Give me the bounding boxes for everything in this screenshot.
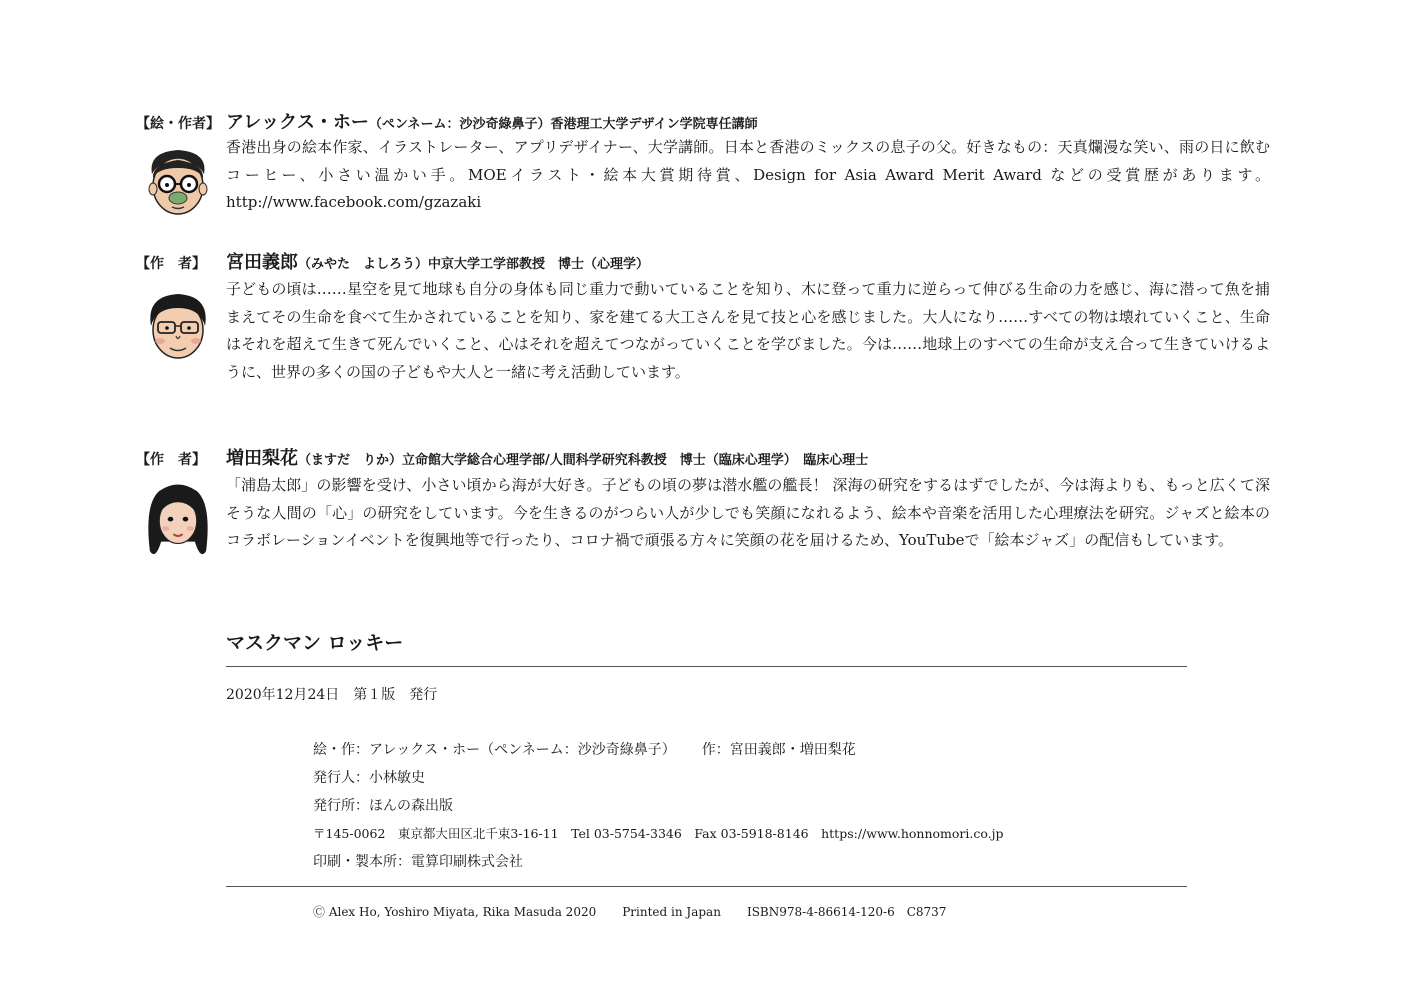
- book-title: マスクマン ロッキー: [226, 632, 404, 654]
- author-portrait-icon: [138, 476, 218, 566]
- author-name: 宮田義郎: [226, 252, 298, 273]
- publication-date: 2020年12月24日 第１版 発行: [226, 687, 438, 703]
- author-name: 増田梨花: [226, 448, 298, 469]
- credits-authors-line: [313, 736, 1004, 764]
- author-role: 【作 者】: [136, 452, 206, 468]
- copyright-text: Ⓒ Alex Ho, Yoshiro Miyata, Rika Masuda 2020: [313, 905, 597, 919]
- credits-block: [313, 736, 1004, 876]
- isbn-text: ISBN978-4-86614-120-6 C8737: [746, 905, 947, 919]
- author-bio-1: [136, 108, 1276, 218]
- author-affiliation: （ますだ りか）立命館大学総合心理学部/人間科学研究科教授 博士（臨床心理学） 臨床心理士: [298, 453, 869, 468]
- printer-credit: 印刷・製本所：電算印刷株式会社: [313, 854, 523, 870]
- divider-bottom: [226, 886, 1187, 887]
- author-bio-text: 香港出身の絵本作家、イラストレーター、アプリデザイナー、大学講師。日本と香港のミックスの息子の父。好きなもの：天真爛漫な笑い、雨の日に飲むコーヒー、小さい温かい手。MOEイラスト・絵本大賞期待賞、Design for Asia Award Merit Award などの受賞歴があります。http://www.facebook.com/gzazaki: [226, 138, 1270, 211]
- author-portrait-icon: [138, 144, 218, 224]
- publisher-address: 〒145-0062 東京都大田区北千束3-16-11 Tel 03-5754-3346 Fax 03-5918-8146 https://www.honnomori.co.jp: [313, 826, 1004, 841]
- author-heading: [136, 248, 649, 274]
- illustrator-credit: 絵・作：アレックス・ホー（ペンネーム：沙沙奇綠鼻子）: [313, 742, 676, 758]
- publisher-name: 発行所：ほんの森出版: [313, 798, 453, 814]
- author-affiliation: （みやた よしろう）中京大学工学部教授 博士（心理学）: [298, 257, 650, 272]
- author-name: アレックス・ホー: [226, 112, 369, 133]
- author-credit: 作：宮田義郎・増田梨花: [701, 742, 856, 758]
- publisher-person: 発行人：小林敏史: [313, 770, 425, 786]
- author-affiliation: （ペンネーム：沙沙奇綠鼻子）香港理工大学デザイン学院専任講師: [368, 117, 758, 132]
- printed-in-text: Printed in Japan: [622, 905, 721, 919]
- author-heading: [136, 108, 758, 134]
- divider-top: [226, 666, 1187, 667]
- footer-line: [313, 903, 946, 920]
- author-portrait-icon: [138, 286, 218, 366]
- author-heading: [136, 444, 868, 470]
- author-bio-2: [136, 248, 1276, 418]
- author-bio-text: 子どもの頃は……星空を見て地球も自分の身体も同じ重力で動いていることを知り、木に登って重力に逆らって伸びる生命の力を感じ、海に潜って魚を捕まえてその生命を食べて生かされていることを知り、家を建てる大工さんを見て技と心を感じました。大人になり……すべての物は壊れていくこと、生命はそれを超えて生きて死んでいくこと、心はそれを超えてつながっていくことを学びました。今は……地球上のすべての生命が支え合って生きていけるように、世界の多くの国の子どもや大人と一緒に考え活動しています。: [226, 280, 1270, 381]
- author-bio-3: [136, 444, 1276, 584]
- author-role: 【作 者】: [136, 256, 206, 272]
- author-bio-text: 「浦島太郎」の影響を受け、小さい頃から海が大好き。子どもの頃の夢は潜水艦の艦長！ 深海の研究をするはずでしたが、今は海よりも、もっと広くて深そうな人間の「心」の研究をしています。今を生きるのがつらい人が少しでも笑顔になれるよう、絵本や音楽を活用した心理療法を研究。ジャズと絵本のコラボレーションイベントを復興地等で行ったり、コロナ禍で頑張る方々に笑顔の花を届けるため、YouTubeで「絵本ジャズ」の配信もしています。: [226, 476, 1270, 549]
- author-role: 【絵・作者】: [136, 116, 220, 132]
